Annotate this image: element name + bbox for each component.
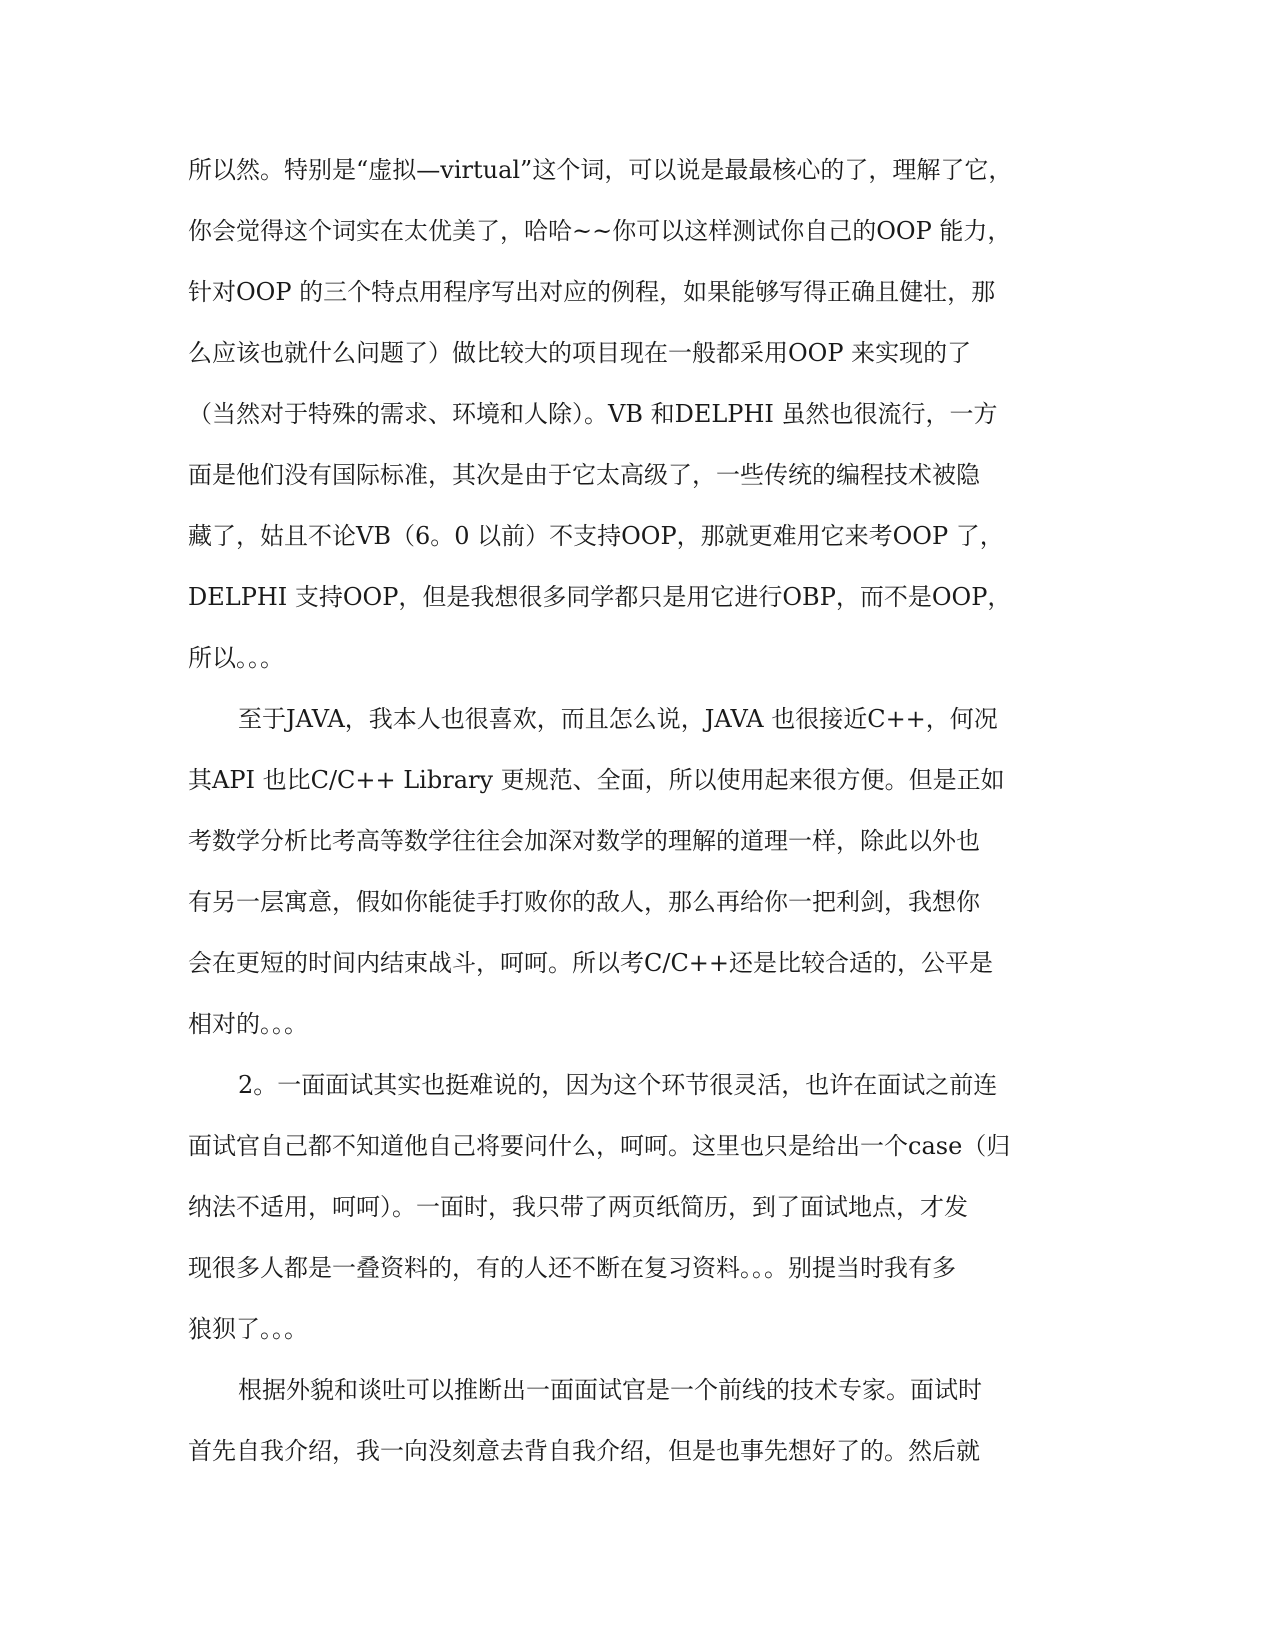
text-line: 会在更短的时间内结束战斗，呵呵。所以考C/C++还是比较合适的，公平是 — [188, 949, 994, 977]
paragraph-first-line: 2。一面面试其实也挺难说的，因为这个环节很灵活，也许在面试之前连 — [238, 1071, 998, 1099]
text-line: 相对的。。。 — [188, 1010, 308, 1038]
text-line: 么应该也就什么问题了）做比较大的项目现在一般都采用OOP 来实现的了 — [188, 339, 972, 367]
text-line: 狼狈了。。。 — [188, 1315, 308, 1343]
text-line: 藏了，姑且不论VB（6。0 以前）不支持OOP，那就更难用它来考OOP 了， — [188, 522, 1004, 550]
text-line: 所以。。。 — [188, 644, 284, 672]
text-line: DELPHI 支持OOP，但是我想很多同学都只是用它进行OBP，而不是OOP， — [188, 583, 1012, 611]
text-line: 纳法不适用，呵呵）。一面时，我只带了两页纸简历，到了面试地点，才发 — [188, 1193, 968, 1221]
paragraph-first-line: 根据外貌和谈吐可以推断出一面面试官是一个前线的技术专家。面试时 — [238, 1376, 982, 1404]
text-line: 现很多人都是一叠资料的，有的人还不断在复习资料。。。别提当时我有多 — [188, 1254, 956, 1282]
text-line: 面是他们没有国际标准，其次是由于它太高级了，一些传统的编程技术被隐 — [188, 461, 980, 489]
text-line: 考数学分析比考高等数学往往会加深对数学的理解的道理一样，除此以外也 — [188, 827, 980, 855]
text-line: 所以然。特别是“虚拟—virtual”这个词，可以说是最最核心的了，理解了它， — [188, 156, 1013, 184]
text-line: 你会觉得这个词实在太优美了，哈哈~~你可以这样测试你自己的OOP 能力， — [188, 217, 1012, 245]
text-line: 首先自我介绍，我一向没刻意去背自我介绍，但是也事先想好了的。然后就 — [188, 1437, 980, 1465]
text-line: 针对OOP 的三个特点用程序写出对应的例程，如果能够写得正确且健壮，那 — [188, 278, 996, 306]
text-line: 有另一层寓意，假如你能徒手打败你的敌人，那么再给你一把利剑，我想你 — [188, 888, 980, 916]
body-text — [188, 140, 1058, 1482]
text-line: 其API 也比C/C++ Library 更规范、全面，所以使用起来很方便。但是正如 — [188, 766, 1005, 794]
text-line: 面试官自己都不知道他自己将要问什么，呵呵。这里也只是给出一个case（归 — [188, 1132, 1011, 1160]
paragraph-first-line: 至于JAVA，我本人也很喜欢，而且怎么说，JAVA 也很接近C++，何况 — [238, 705, 998, 733]
text-line: （当然对于特殊的需求、环境和人除）。VB 和DELPHI 虽然也很流行，一方 — [188, 400, 998, 428]
